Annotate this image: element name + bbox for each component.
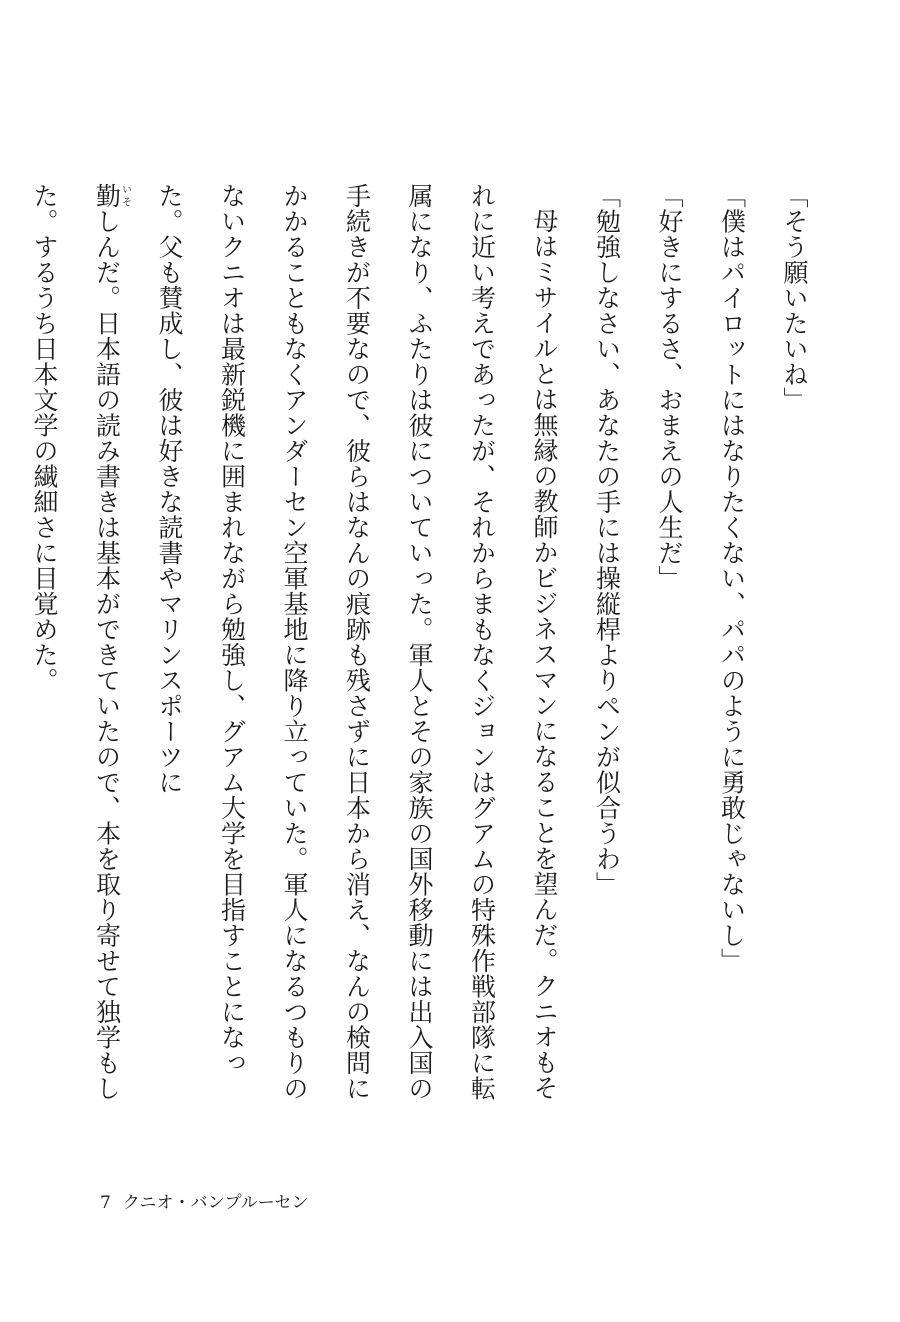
vertical-body-text xyxy=(0,183,825,1123)
text-line-4: 「勉強しなさい、あなたの手には操縦桿よりペンが似合うわ」 xyxy=(592,183,622,897)
paragraph-continuation xyxy=(13,183,138,1123)
page-number: 7 xyxy=(100,1193,111,1213)
text-line-3: 「好きにするさ、おまえの人生だ」 xyxy=(655,183,684,591)
ruby-reading: いそ xyxy=(119,183,131,209)
ruby-word xyxy=(92,183,131,209)
paragraph-mother-missile: 母はミサイルとは無縁の教師かビジネスマンになることを望んだ。クニオもそれに近い考えであったが、それからまもなくジョンはグアムの特殊作戦部隊に転属になり、ふたりは彼についていった。軍人とその家族の国外移動には出入国の手続きが不要なので、彼らはなんの痕跡も残さずに日本から消え、なんの検問にかかることもなくアンダーセン空軍基地に降り立っていた。軍人になるつもりのないクニオは最新鋭機に囲まれながら勉強し、グアム大学を目指すことになった。父も賛成し、彼は好きな読書やマリンスポーツに xyxy=(155,183,559,1101)
text-line-2: 「僕はパイロットにはなりたくない、パパのように勇敢じゃないし」 xyxy=(717,183,747,974)
paragraph-continuation-text: しんだ。日本語の読み書きは基本ができていたので、本を取り寄せて独学もした。するうち日本文学の繊細さに目覚めた。 xyxy=(30,183,122,1101)
page-footer xyxy=(100,1188,308,1213)
text-line-7 xyxy=(0,183,13,1123)
text-line-1: 「そう願いたいね」 xyxy=(780,183,809,413)
running-title: クニオ・バンプルーセン xyxy=(122,1193,309,1213)
ruby-base: 勤 xyxy=(92,183,122,209)
